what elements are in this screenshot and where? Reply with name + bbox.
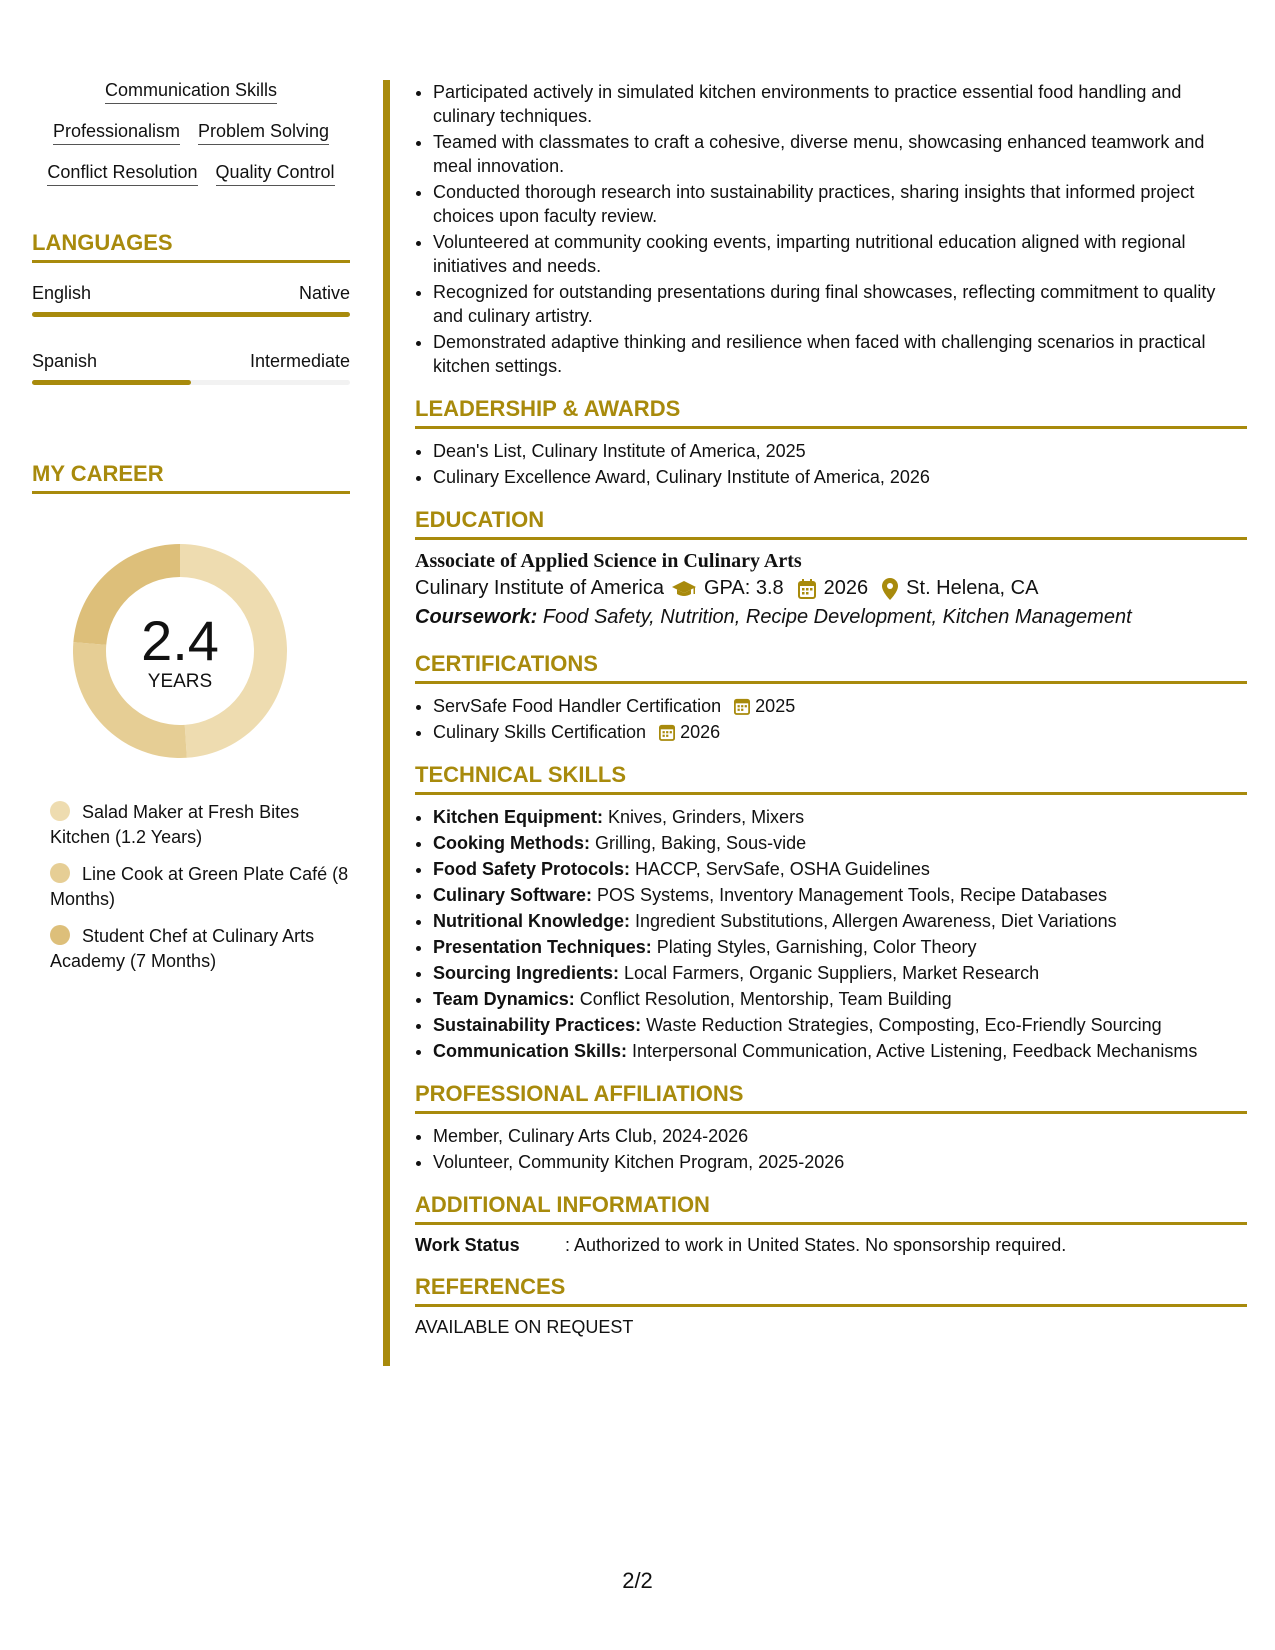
references-text: AVAILABLE ON REQUEST bbox=[415, 1317, 634, 1337]
skill-tag: Communication Skills bbox=[105, 80, 277, 104]
languages-section bbox=[32, 230, 350, 385]
legend-dot bbox=[50, 925, 70, 945]
leadership-section bbox=[415, 396, 1247, 489]
legend-dot bbox=[50, 801, 70, 821]
language-bar bbox=[32, 380, 350, 385]
technical-value: Ingredient Substitutions, Allergen Awareness, Diet Variations bbox=[635, 911, 1117, 931]
additional-section bbox=[415, 1192, 1247, 1256]
education-title: EDUCATION bbox=[415, 507, 1247, 540]
education-location: St. Helena, CA bbox=[906, 577, 1039, 599]
experience-bullet: • Conducted thorough research into sustainability practices, sharing insights that informed project choices upon faculty review. bbox=[433, 180, 1247, 228]
technical-value: Knives, Grinders, Mixers bbox=[608, 807, 805, 827]
work-status-value: : Authorized to work in United States. No sponsorship required. bbox=[565, 1235, 1067, 1255]
legend-dot bbox=[50, 863, 70, 883]
career-title: MY CAREER bbox=[32, 461, 350, 494]
leadership-title: LEADERSHIP & AWARDS bbox=[415, 396, 1247, 429]
technical-label: Nutritional Knowledge: bbox=[433, 911, 630, 931]
technical-label: Communication Skills: bbox=[433, 1041, 628, 1061]
technical-value: HACCP, ServSafe, OSHA Guidelines bbox=[635, 859, 930, 879]
language-bar-fill bbox=[32, 312, 350, 317]
location-pin-icon bbox=[882, 578, 898, 600]
coursework bbox=[415, 606, 1247, 629]
language-item bbox=[32, 351, 350, 385]
technical-label: Presentation Techniques: bbox=[433, 937, 652, 957]
skill-row bbox=[32, 80, 350, 104]
legend-label: Student Chef at Culinary Arts Academy (7 Months) bbox=[50, 926, 315, 971]
education-degree: Associate of Applied Science in Culinary Arts bbox=[415, 550, 802, 572]
affiliation-item: • Volunteer, Community Kitchen Program, 2025-2026 bbox=[433, 1150, 1247, 1174]
education-year: 2026 bbox=[823, 577, 869, 599]
technical-label: Culinary Software: bbox=[433, 885, 593, 905]
skill-row bbox=[32, 162, 350, 186]
career-legend bbox=[50, 800, 350, 974]
technical-list bbox=[415, 805, 1247, 1063]
experience-bullets bbox=[415, 80, 1247, 378]
career-total: 2.4 bbox=[141, 609, 219, 672]
left-column bbox=[32, 80, 350, 986]
languages-title: LANGUAGES bbox=[32, 230, 350, 263]
technical-item bbox=[433, 857, 1247, 881]
education-school: Culinary Institute of America bbox=[415, 577, 664, 599]
education-gpa: GPA: 3.8 bbox=[704, 577, 784, 599]
education-section bbox=[415, 507, 1247, 629]
page-number: 2/2 bbox=[622, 1568, 653, 1593]
certification-item bbox=[433, 720, 1247, 744]
legend-label: Line Cook at Green Plate Café (8 Months) bbox=[50, 864, 349, 909]
certification-year: 2025 bbox=[755, 696, 796, 716]
technical-value: Local Farmers, Organic Suppliers, Market Research bbox=[624, 963, 1040, 983]
language-name: Spanish bbox=[32, 351, 98, 371]
calendar-icon bbox=[798, 579, 816, 599]
certification-name: ServSafe Food Handler Certification bbox=[433, 696, 722, 716]
calendar-icon bbox=[734, 697, 750, 715]
career-donut bbox=[67, 538, 293, 764]
technical-item bbox=[433, 1039, 1247, 1063]
technical-label: Team Dynamics: bbox=[433, 989, 575, 1009]
career-unit: YEARS bbox=[147, 671, 213, 692]
technical-value: Plating Styles, Garnishing, Color Theory bbox=[656, 937, 977, 957]
technical-value: Waste Reduction Strategies, Composting, Eco-Friendly Sourcing bbox=[646, 1015, 1162, 1035]
career-section bbox=[32, 461, 350, 974]
additional-title: ADDITIONAL INFORMATION bbox=[415, 1192, 1247, 1225]
skill-row bbox=[32, 121, 350, 145]
award-item: • Dean's List, Culinary Institute of America, 2025 bbox=[433, 439, 1247, 463]
work-status-row bbox=[415, 1235, 1247, 1256]
technical-item bbox=[433, 909, 1247, 933]
skill-tag: Problem Solving bbox=[198, 121, 329, 145]
technical-title: TECHNICAL SKILLS bbox=[415, 762, 1247, 795]
language-bar bbox=[32, 312, 350, 317]
legend-item bbox=[50, 924, 350, 974]
affiliations-section bbox=[415, 1081, 1247, 1174]
experience-bullet: • Recognized for outstanding presentations during final showcases, reflecting commitment to quality and culinary artistry. bbox=[433, 280, 1247, 328]
graduation-cap-icon bbox=[672, 579, 696, 599]
language-name: English bbox=[32, 283, 92, 303]
technical-value: Conflict Resolution, Mentorship, Team Building bbox=[579, 989, 952, 1009]
technical-item bbox=[433, 961, 1247, 985]
skill-tag: Professionalism bbox=[53, 121, 180, 145]
technical-item bbox=[433, 935, 1247, 959]
work-status-key: Work Status bbox=[415, 1235, 520, 1255]
technical-item bbox=[433, 1013, 1247, 1037]
technical-value: Interpersonal Communication, Active Listening, Feedback Mechanisms bbox=[632, 1041, 1198, 1061]
language-level: Intermediate bbox=[249, 351, 350, 371]
experience-bullet: • Demonstrated adaptive thinking and resilience when faced with challenging scenarios in practical kitchen settings. bbox=[433, 330, 1247, 378]
donut-center bbox=[67, 538, 293, 764]
certification-item bbox=[433, 694, 1247, 718]
technical-item bbox=[433, 831, 1247, 855]
award-item: • Culinary Excellence Award, Culinary Institute of America, 2026 bbox=[433, 465, 1247, 489]
language-item bbox=[32, 283, 350, 317]
technical-label: Sourcing Ingredients: bbox=[433, 963, 620, 983]
certification-name: Culinary Skills Certification bbox=[433, 722, 647, 742]
calendar-icon bbox=[659, 723, 675, 741]
legend-item bbox=[50, 800, 350, 850]
skill-tag: Quality Control bbox=[216, 162, 335, 186]
certifications-section bbox=[415, 651, 1247, 744]
technical-label: Food Safety Protocols: bbox=[433, 859, 631, 879]
certifications-title: CERTIFICATIONS bbox=[415, 651, 1247, 684]
technical-item bbox=[433, 987, 1247, 1011]
right-column bbox=[415, 80, 1247, 1338]
certification-year: 2026 bbox=[680, 722, 721, 742]
skill-tag: Conflict Resolution bbox=[47, 162, 197, 186]
column-divider bbox=[383, 80, 390, 1366]
technical-label: Kitchen Equipment: bbox=[433, 807, 603, 827]
legend-label: Salad Maker at Fresh Bites Kitchen (1.2 Years) bbox=[50, 802, 300, 847]
experience-bullet: • Volunteered at community cooking events, imparting nutritional education aligned with regional initiatives and needs. bbox=[433, 230, 1247, 278]
experience-bullet: • Participated actively in simulated kitchen environments to practice essential food handling and culinary techniques. bbox=[433, 80, 1247, 128]
coursework-list: Food Safety, Nutrition, Recipe Development, Kitchen Management bbox=[542, 606, 1132, 628]
technical-value: POS Systems, Inventory Management Tools, Recipe Databases bbox=[597, 885, 1107, 905]
affiliation-item: • Member, Culinary Arts Club, 2024-2026 bbox=[433, 1124, 1247, 1148]
references-section bbox=[415, 1274, 1247, 1338]
references-title: REFERENCES bbox=[415, 1274, 1247, 1307]
skills-tags bbox=[32, 80, 350, 186]
education-details bbox=[415, 577, 1247, 600]
coursework-label: Coursework: bbox=[415, 606, 538, 628]
technical-label: Cooking Methods: bbox=[433, 833, 590, 853]
technical-item bbox=[433, 805, 1247, 829]
affiliations-title: PROFESSIONAL AFFILIATIONS bbox=[415, 1081, 1247, 1114]
experience-bullet: • Teamed with classmates to craft a cohesive, diverse menu, showcasing enhanced teamwork and meal innovation. bbox=[433, 130, 1247, 178]
technical-item bbox=[433, 883, 1247, 907]
technical-value: Grilling, Baking, Sous-vide bbox=[595, 833, 807, 853]
legend-item bbox=[50, 862, 350, 912]
language-bar-fill bbox=[32, 380, 191, 385]
technical-section bbox=[415, 762, 1247, 1063]
language-level: Native bbox=[298, 283, 350, 303]
technical-label: Sustainability Practices: bbox=[433, 1015, 642, 1035]
